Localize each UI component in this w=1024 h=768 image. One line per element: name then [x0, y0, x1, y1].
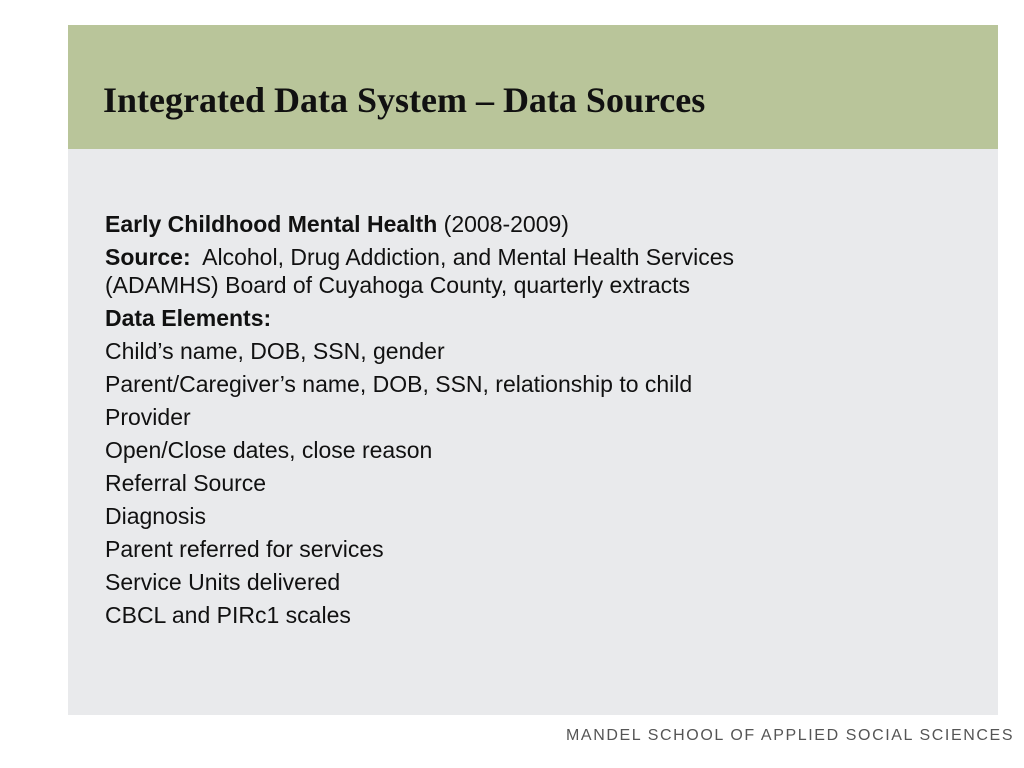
program-name: Early Childhood Mental Health: [105, 211, 438, 237]
program-heading: [105, 208, 965, 241]
source-text: Alcohol, Drug Addiction, and Mental Health Services (ADAMHS) Board of Cuyahoga County, quarterly extracts: [105, 244, 741, 298]
data-element-item: CBCL and PIRc1 scales: [105, 602, 351, 628]
data-elements-label: Data Elements:: [105, 305, 272, 331]
slide-title: Integrated Data System – Data Sources: [103, 80, 706, 120]
data-element-item: Service Units delivered: [105, 569, 341, 595]
source-label: Source:: [105, 244, 191, 270]
footer-school-name: MANDEL SCHOOL OF APPLIED SOCIAL SCIENCES: [566, 727, 1015, 744]
slide-body: [105, 208, 965, 632]
program-years: (2008-2009): [437, 211, 569, 237]
content-panel: [68, 25, 998, 715]
data-element-item: Referral Source: [105, 470, 267, 496]
data-element-item: Child’s name, DOB, SSN, gender: [105, 338, 445, 364]
data-element-item: Parent referred for services: [105, 536, 384, 562]
data-element-item: Parent/Caregiver’s name, DOB, SSN, relationship to child: [105, 371, 693, 397]
source-line: [105, 243, 825, 299]
data-element-item: Diagnosis: [105, 503, 206, 529]
data-element-item: Open/Close dates, close reason: [105, 437, 433, 463]
header-band: [68, 25, 998, 149]
data-element-item: Provider: [105, 404, 191, 430]
